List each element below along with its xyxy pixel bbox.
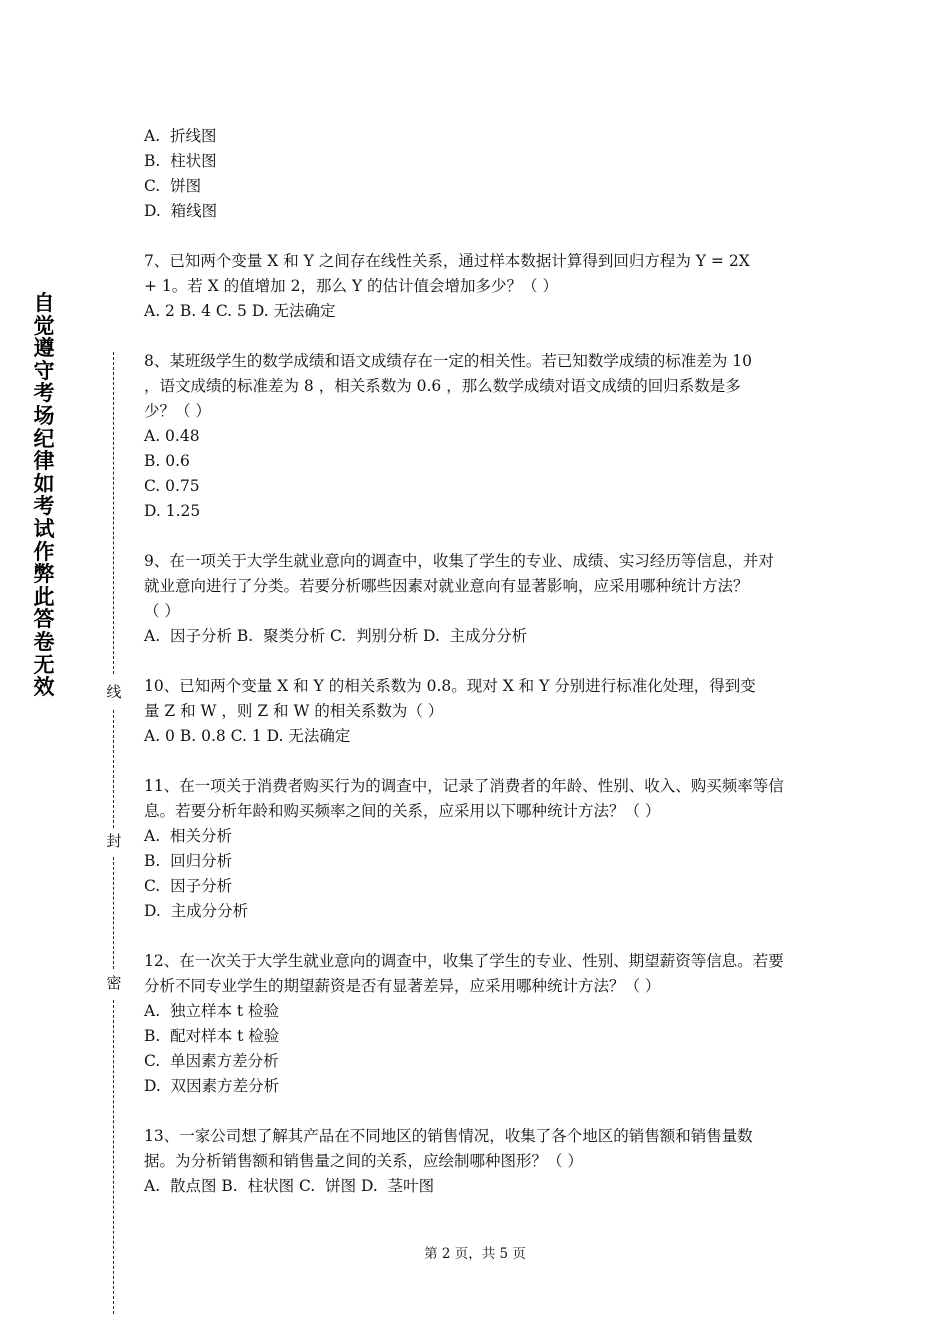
text-line: + 1。若 X 的值增加 2，那么 Y 的估计值会增加多少？（ ） bbox=[144, 277, 558, 295]
text-line: 少？（ ） bbox=[144, 402, 211, 420]
text-line: C. 单因素方差分析 bbox=[144, 1052, 279, 1070]
text-line: 12、在一次关于大学生就业意向的调查中，收集了学生的专业、性别、期望薪资等信息。若要 bbox=[144, 952, 784, 970]
text-line: D. 1.25 bbox=[144, 502, 201, 520]
question-content bbox=[144, 124, 809, 1199]
text-line: B. 0.6 bbox=[144, 452, 190, 470]
text-line: B. 回归分析 bbox=[144, 852, 233, 870]
question-10 bbox=[144, 674, 809, 749]
page-footer: 第 2 页，共 5 页 bbox=[424, 1246, 526, 1262]
binding-dashed-line-top bbox=[113, 352, 114, 674]
text-line: 7、已知两个变量 X 和 Y 之间存在线性关系，通过样本数据计算得到回归方程为 Y = 2X bbox=[144, 252, 750, 270]
text-line: 分析不同专业学生的期望薪资是否有显著差异，应采用哪种统计方法？（ ） bbox=[144, 977, 661, 995]
text-line: A. 相关分析 bbox=[144, 827, 232, 845]
text-line: B. 柱状图 bbox=[144, 152, 217, 170]
text-line: 8、某班级学生的数学成绩和语文成绩存在一定的相关性。若已知数学成绩的标准差为 10 bbox=[144, 352, 753, 370]
text-line: D. 主成分分析 bbox=[144, 902, 249, 920]
text-line: （ ） bbox=[144, 602, 180, 620]
text-line: 就业意向进行了分类。若要分析哪些因素对就业意向有显著影响，应采用哪种统计方法？ bbox=[144, 577, 749, 595]
binding-mark-seal: 封 bbox=[104, 832, 124, 850]
text-line: 10、已知两个变量 X 和 Y 的相关系数为 0.8。现对 X 和 Y 分别进行标准化处理，得到变 bbox=[144, 677, 756, 695]
text-line: C. 因子分析 bbox=[144, 877, 233, 895]
question-7 bbox=[144, 249, 809, 324]
binding-dashed-line-lower bbox=[113, 857, 114, 969]
text-line: C. 0.75 bbox=[144, 477, 200, 495]
text-line: 据。为分析销售额和销售量之间的关系，应绘制哪种图形？（ ） bbox=[144, 1152, 583, 1170]
text-line: 9、在一项关于大学生就业意向的调查中，收集了学生的专业、成绩、实习经历等信息，并对 bbox=[144, 552, 774, 570]
text-line: A. 因子分析 B. 聚类分析 C. 判别分析 D. 主成分分析 bbox=[144, 627, 528, 645]
question-6-options bbox=[144, 124, 809, 224]
text-line: ，语文成绩的标准差为 8 ，相关系数为 0.6 ，那么数学成绩对语文成绩的回归系数是多 bbox=[144, 377, 741, 395]
binding-dashed-line-bottom bbox=[113, 1000, 114, 1314]
text-line: A. 折线图 bbox=[144, 127, 217, 145]
question-12 bbox=[144, 949, 809, 1099]
text-line: A. 独立样本 t 检验 bbox=[144, 1002, 280, 1020]
text-line: 13、一家公司想了解其产品在不同地区的销售情况，收集了各个地区的销售额和销售量数 bbox=[144, 1127, 753, 1145]
text-line: 量 Z 和 W ，则 Z 和 W 的相关系数为（ ） bbox=[144, 702, 444, 720]
text-line: B. 配对样本 t 检验 bbox=[144, 1027, 280, 1045]
text-line: C. 饼图 bbox=[144, 177, 202, 195]
question-8 bbox=[144, 349, 809, 524]
question-9 bbox=[144, 549, 809, 649]
question-11 bbox=[144, 774, 809, 924]
binding-mark-line: 线 bbox=[104, 683, 124, 701]
binding-mark-secret: 密 bbox=[104, 974, 124, 992]
text-line: 11、在一项关于消费者购买行为的调查中，记录了消费者的年龄、性别、收入、购买频率等信 bbox=[144, 777, 784, 795]
text-line: D. 箱线图 bbox=[144, 202, 218, 220]
text-line: A. 0 B. 0.8 C. 1 D. 无法确定 bbox=[144, 727, 351, 745]
binding-dashed-line-middle bbox=[113, 710, 114, 828]
side-notice: 自觉遵守考场纪律如考试作弊此答卷无效 bbox=[33, 291, 55, 700]
text-line: 息。若要分析年龄和购买频率之间的关系，应采用以下哪种统计方法？（ ） bbox=[144, 802, 661, 820]
text-line: A. 0.48 bbox=[144, 427, 200, 445]
text-line: A. 2 B. 4 C. 5 D. 无法确定 bbox=[144, 302, 336, 320]
question-13 bbox=[144, 1124, 809, 1199]
text-line: D. 双因素方差分析 bbox=[144, 1077, 280, 1095]
text-line: A. 散点图 B. 柱状图 C. 饼图 D. 茎叶图 bbox=[144, 1177, 435, 1195]
